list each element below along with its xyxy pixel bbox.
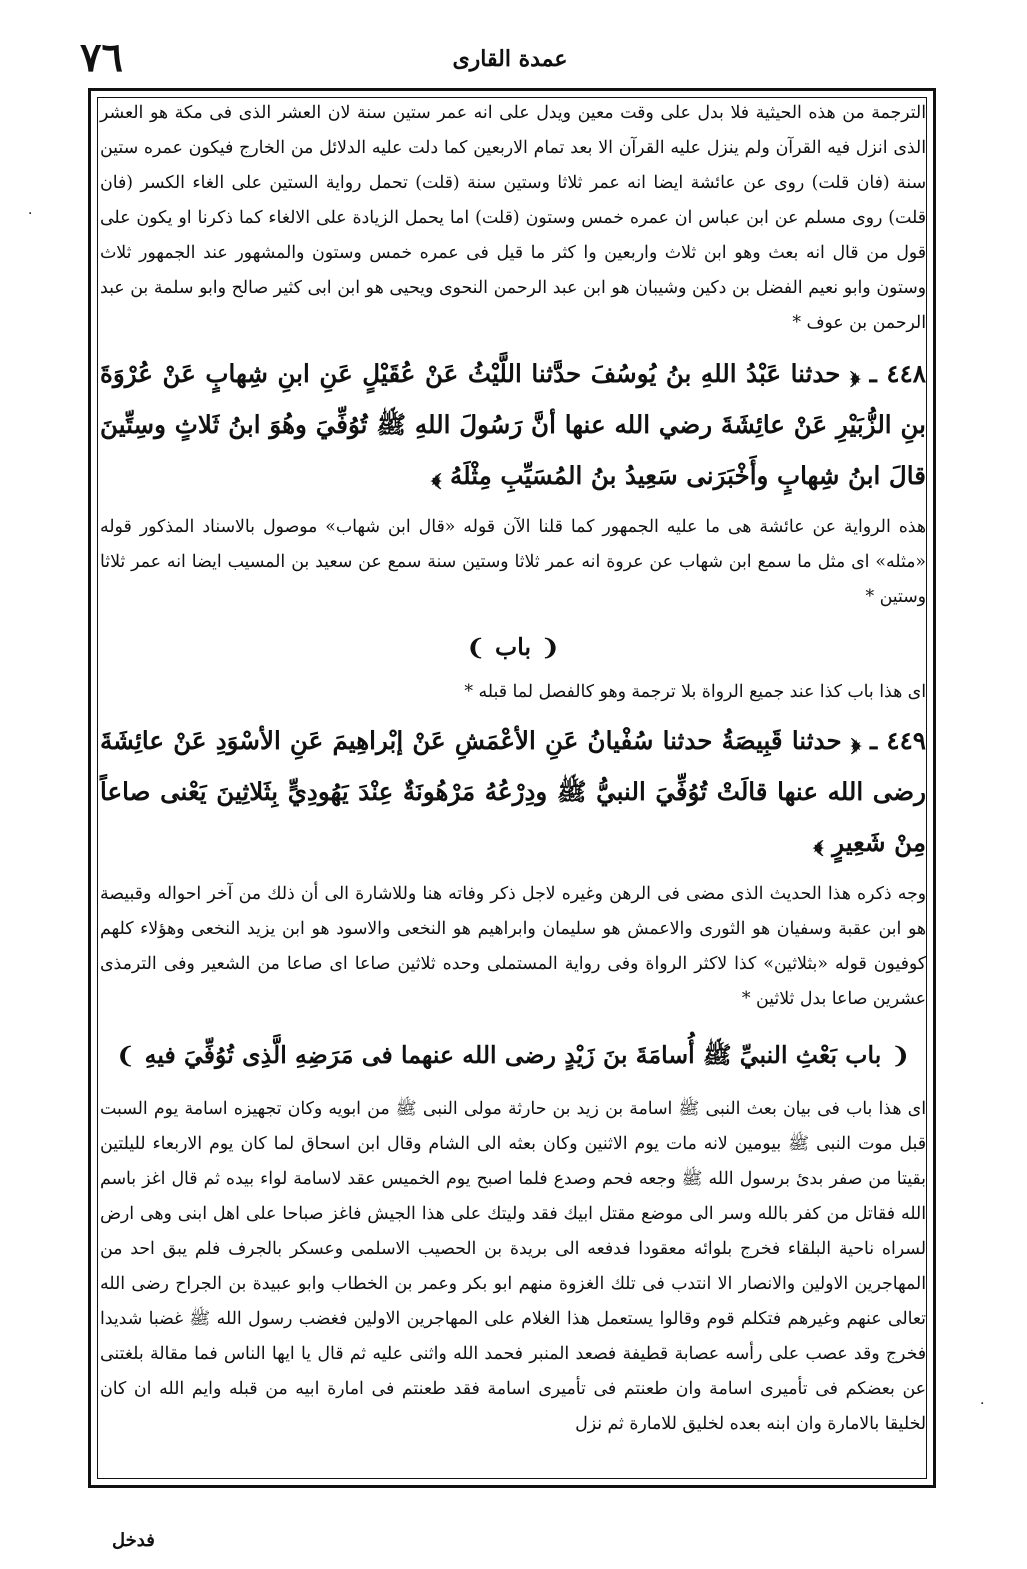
catchword: فدخل bbox=[112, 1530, 155, 1551]
section-heading-bab bbox=[100, 633, 926, 661]
hadith-448: ٤٤٨ ـ ﴿ حدثنا عَبْدُ اللهِ بنُ يُوسُفَ حدَّثنا اللَّيْثُ عَنْ عُقَيْلٍ عَنِ ابنِ شِهابٍ عَنْ عُرْوَةَ بنِ الزُّبَيْرِ عَنْ عائِشَةَ رضي الله عنها أنَّ رَسُولَ اللهِ ﷺ تُوُفِّيَ وهُوَ ابنُ ثَلاثٍ وسِتِّينَ قالَ ابنُ شِهابٍ وأَخْبَرَنى سَعِيدُ بنُ المُسَيِّبِ مِثْلَهُ ﴾ bbox=[100, 359, 926, 491]
margin-mark: · bbox=[28, 206, 33, 222]
commentary-paragraph-4: وجه ذكره هذا الحديث الذى مضى فى الرهن وغيره لاجل ذكر وفاته هنا وللاشارة الى أن ذلك من آخر احواله وقبيصة هو ابن عقبة وسفيان هو الثورى والاعمش هو سليمان وابراهيم هو النخعى والاسود هو ابن يزيد النخعى وهؤلاء كلهم كوفيون قوله «بثلاثين» كذا لاكثر الرواة وفى رواية المستملى وحده ثلاثين صاعا اى صاعا من الشعير وفى الترمذى عشرين صاعا بدل ثلاثين * bbox=[100, 884, 926, 1010]
commentary-paragraph-5: اى هذا باب فى بيان بعث النبى ﷺ اسامة بن زيد بن حارثة مولى النبى ﷺ من ابويه وكان تجهيزه اسامة يوم السبت قبل موت النبى ﷺ بيومين لانه مات يوم الاثنين وكان بعثه الى الشام وقال ابن اسحاق لما كان يوم الاربعاء لليلتين بقيتا من صفر بدئ برسول الله ﷺ وجعه فحم وصدع فلما اصبح يوم الخميس عقد لاسامة لواء بيده ثم قال اغز باسم الله فقاتل من كفر بالله وسر الى موضع مقتل ابيك فقد وليتك على هذا الجيش فاغز صباحا على اهل ابنى وهى ارض لسراه ناحية البلقاء فخرج بلوائه معقودا فدفعه الى بريدة بن الحصيب الاسلمى وعسكر بالجرف فلم يبق احد من المهاجرين الاولين والانصار الا انتدب فى تلك الغزوة منهم ابو بكر وعمر بن الخطاب وابو عبيدة بن الجراح رضى الله تعالى عنهم وغيرهم فتكلم قوم وقالوا يستعمل هذا الغلام على المهاجرين الاولين فغضب رسول الله ﷺ غضبا شديدا فخرج وقد عصب على رأسه عصابة قطيفة فصعد المنبر فحمد الله واثنى عليه ثم قال يا ايها الناس فما مقالة بلغتنى عن بعضكم فى تأميرى اسامة وان طعنتم فى تأميرى اسامة فقد طعنتم فى امارة ابيه من قبله وايم الله ان كان لخليقا بالامارة وان ابنه بعده لخليق للامارة ثم نزل bbox=[100, 1099, 926, 1435]
commentary-paragraph-3: اى هذا باب كذا عند جميع الرواة بلا ترجمة وهو كالفصل لما قبله * bbox=[464, 682, 926, 703]
text-body bbox=[100, 96, 926, 1443]
commentary-paragraph-1: الترجمة من هذه الحيثية فلا بدل على وقت معين ويدل على انه عمر ستين سنة لان العشر الذى فى مكة هو العشر الذى انزل فيه القرآن ولم ينزل عليه القرآن الا بعد تمام الاربعين كما دلت عليه الدلائل من الخارج فيكون عمره ستين سنة (فان قلت) روى عن عائشة ايضا انه عمر ثلاثا وستين سنة (قلت) تحمل رواية الستين على الغاء الكسر (فان قلت) روى مسلم عن ابن عباس ان عمره خمس وستون (قلت) اما يحمل الزيادة على الالغاء كما ذكرنا او يكون على قول من قال انه بعث وهو ابن ثلاث واربعين وا كثر ما قيل فى عمره خمس وستون والمشهور عند الجمهور ثلاث وستون وابو نعيم الفضل بن دكين وشيبان هو ابن عبد الرحمن النحوى ويحيى هو ابن ابى كثير صالح وابو سلمة بن عبد الرحمن بن عوف * bbox=[100, 103, 926, 334]
page-number: ٧٦ bbox=[80, 34, 123, 81]
section-heading-bath-usama-text: باب بَعْثِ النبيِّ ﷺ أُسامَةَ بنَ زَيْدٍ رضى الله عنهما فى مَرَضِهِ الَّذِى تُوُفِّيَ فيهِ bbox=[144, 1041, 882, 1070]
ornament-left: ❩ bbox=[116, 1043, 135, 1070]
section-heading-bath-usama bbox=[100, 1031, 926, 1080]
commentary-paragraph-2: هذه الرواية عن عائشة هى ما عليه الجمهور كما قلنا الآن قوله «قال ابن شهاب» موصول بالاسناد المذكور قوله «مثله» اى مثل ما سمع ابن شهاب عن عروة انه عمر ثلاثا وستين سنة سمع عن سعيد بن المسيب ايضا انه عمر ثلاثا وستين * bbox=[100, 517, 926, 608]
page-header bbox=[80, 32, 940, 90]
book-title: عمدة القارى bbox=[452, 46, 568, 72]
ornament-right: ❨ bbox=[891, 1043, 910, 1070]
margin-mark: · bbox=[980, 1396, 985, 1412]
ornament-left: ❩ bbox=[466, 635, 485, 662]
section-heading-bab-text: باب bbox=[494, 633, 532, 662]
ornament-right: ❨ bbox=[541, 635, 560, 662]
hadith-449: ٤٤٩ ـ ﴿ حدثنا قَبِيصَةُ حدثنا سُفْيانُ عَنِ الأعْمَشِ عَنْ إبْراهِيمَ عَنِ الأسْوَدِ عَنْ عائِشَةَ رضى الله عنها قالَتْ تُوُفِّيَ النبيُّ ﷺ ودِرْعُهُ مَرْهُونَةٌ عِنْدَ يَهُودِيٍّ بِثَلاثِينَ يَعْنى صاعاً مِنْ شَعِيرٍ ﴾ bbox=[100, 726, 926, 858]
